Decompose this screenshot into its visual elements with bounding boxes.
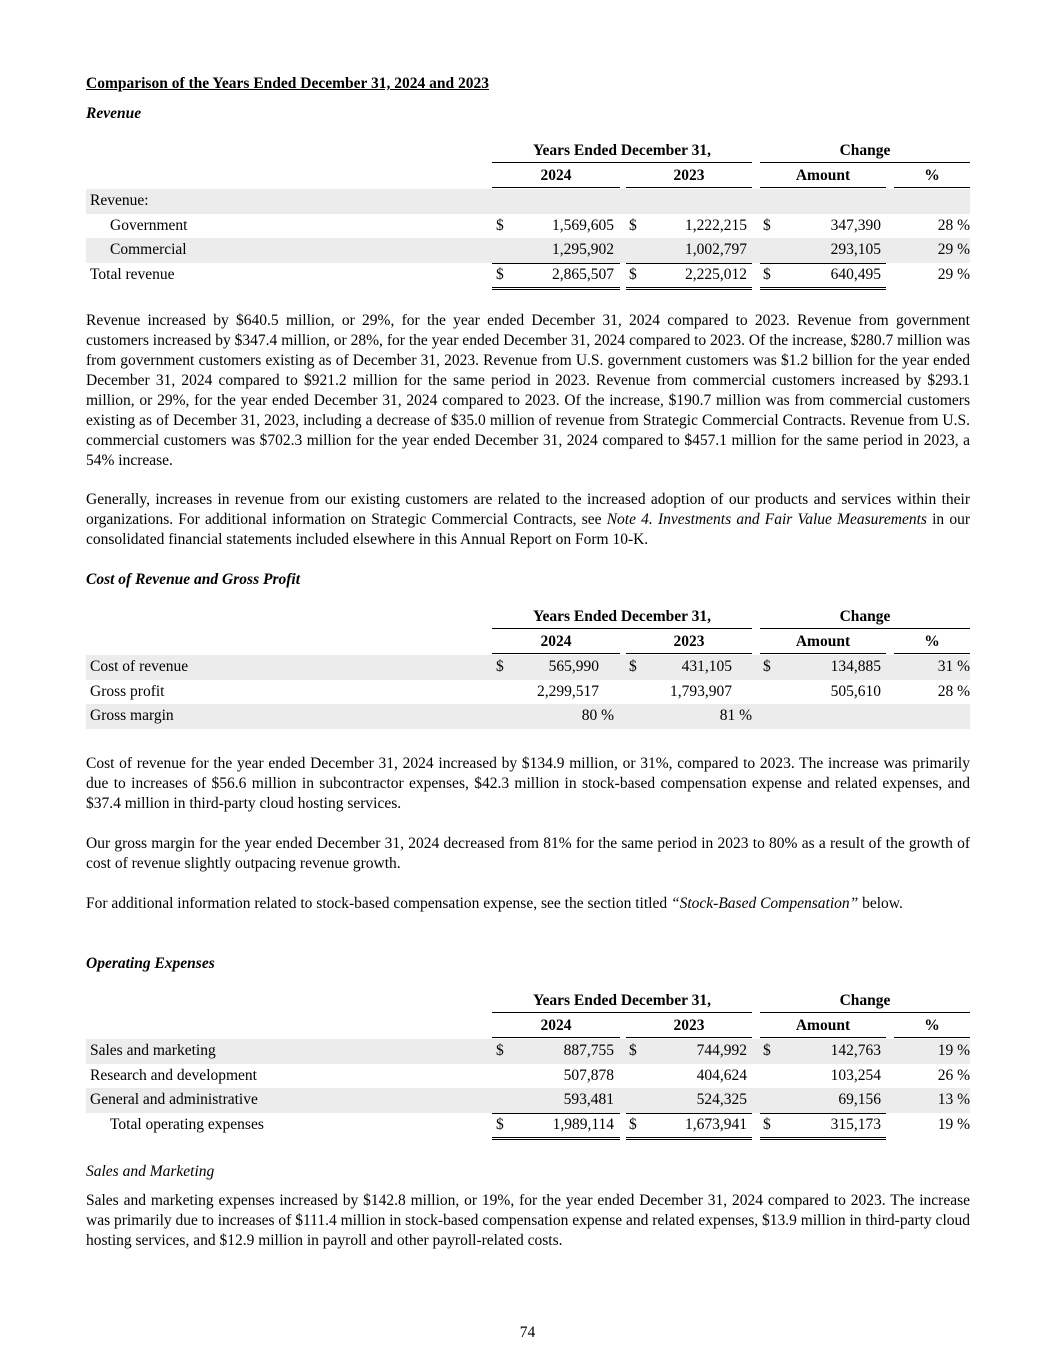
value-2024: 2,865,507 (552, 265, 614, 283)
dollar-sign: $ (496, 216, 504, 234)
dollar-sign: $ (763, 658, 771, 675)
header-2023: 2023 (626, 165, 752, 188)
row-section-label: Revenue: (90, 192, 149, 209)
section-reference: “Stock-Based Compensation” (670, 895, 859, 912)
header-years: Years Ended December 31, (492, 140, 752, 163)
change-amount: 640,495 (830, 265, 881, 283)
change-pct: 19 % (937, 1115, 970, 1133)
dollar-sign: $ (763, 265, 771, 283)
change-pct: 26 % (937, 1066, 970, 1084)
change-amount: 69,156 (838, 1091, 881, 1108)
table-row (86, 189, 970, 214)
table-row (86, 704, 970, 729)
sales-marketing-paragraph: Sales and marketing expenses increased by $142.8 million, or 19%, for the year ended December 31, 2024 compared to 2023. The increase was primarily due to increases of $111.4 million in stock-based compensation expense and related expenses, $13.9 million in third-party cloud hosting services, and $12.9 million in payroll and other payroll-related costs. (86, 1192, 970, 1249)
table-row (86, 1064, 970, 1089)
table-row (86, 214, 970, 239)
dollar-sign: $ (629, 1115, 637, 1133)
change-amount: 103,254 (830, 1066, 881, 1084)
value-2023: 1,793,907 (670, 682, 732, 700)
note-reference: Note 4. Investments and Fair Value Measurements (606, 511, 927, 528)
row-label: Sales and marketing (90, 1042, 216, 1059)
header-amount: Amount (760, 631, 886, 654)
table-row (86, 680, 970, 705)
dollar-sign: $ (629, 658, 637, 675)
change-amount: 142,763 (830, 1042, 881, 1059)
sales-marketing-heading: Sales and Marketing (86, 1163, 215, 1180)
header-years: Years Ended December 31, (492, 990, 752, 1013)
header-change: Change (760, 990, 970, 1013)
revenue-paragraph: Revenue increased by $640.5 million, or 29%, for the year ended December 31, 2024 compared to 2023. Revenue from government customers increased by $347.4 million, or 28%, for the year ended December 31, 2024 compared to 2023. Of the increase, $280.7 million was from government customers existing as of December 31, 2023. Revenue from U.S. government customers was $1.2 billion for the year ended December 31, 2024 compared to $921.2 million for the same period in 2023. Revenue from commercial customers increased by $293.1 million, or 29%, for the year ended December 31, 2024 compared to 2023. Of the increase, $190.7 million was from commercial customers existing as of December 31, 2023, including a decrease of $35.0 million of revenue from Strategic Commercial Contracts. Revenue from U.S. commercial customers was $702.3 million for the year ended December 31, 2024 compared to $457.1 million for the same period in 2023, a 54% increase. (86, 312, 970, 469)
value-2023: 1,002,797 (685, 241, 747, 258)
header-2024: 2024 (492, 1015, 620, 1038)
row-label: Cost of revenue (90, 658, 189, 675)
value-2024: 565,990 (548, 658, 599, 675)
dollar-sign: $ (496, 1115, 504, 1133)
header-pct: % (894, 631, 970, 654)
cost-table (86, 606, 970, 729)
revenue-paragraph-2: Generally, increases in revenue from our existing customers are related to the increased adoption of our products and services within their organizations. For additional information on Strategic Commercial Contracts, see Note 4. Investments and Fair Value Measurements in our consolidated financial statements included elsewhere in this Annual Report on Form 10-K. (86, 491, 971, 548)
row-label: Total revenue (90, 265, 175, 283)
row-label: Commercial (110, 241, 187, 258)
cost-paragraph: Cost of revenue for the year ended December 31, 2024 increased by $134.9 million, or 31%, compared to 2023. The increase was primarily due to increases of $56.6 million in subcontractor expenses, $42.3 million in stock-based compensation expense and related expenses, and $37.4 million in third-party cloud hosting services. (86, 755, 970, 812)
row-label: General and administrative (90, 1091, 258, 1108)
value-2023: 431,105 (681, 658, 732, 675)
change-amount: 505,610 (830, 682, 881, 700)
change-pct: 29 % (937, 241, 970, 258)
row-label: Government (110, 216, 188, 234)
table-row-total (86, 1113, 970, 1138)
row-label: Gross margin (90, 707, 174, 724)
dollar-sign: $ (629, 216, 637, 234)
header-2024: 2024 (492, 631, 620, 654)
change-pct: 13 % (937, 1091, 970, 1108)
header-amount: Amount (760, 1015, 886, 1038)
change-pct: 28 % (937, 216, 970, 234)
table-row (86, 1039, 970, 1064)
cost-heading: Cost of Revenue and Gross Profit (86, 571, 300, 588)
header-pct: % (894, 165, 970, 188)
value-2024: 2,299,517 (537, 682, 599, 700)
value-2023: 1,222,215 (685, 216, 747, 234)
value-2024: 1,989,114 (552, 1115, 614, 1133)
table-row (86, 1088, 970, 1113)
change-pct: 28 % (937, 682, 970, 700)
value-2023: 744,992 (696, 1042, 747, 1059)
section-title: Comparison of the Years Ended December 31, 2024 and 2023 (86, 75, 489, 92)
value-2024: 1,569,605 (552, 216, 614, 234)
dollar-sign: $ (629, 1042, 637, 1059)
dollar-sign: $ (763, 216, 771, 234)
table-row-total (86, 263, 970, 288)
row-label: Total operating expenses (110, 1115, 264, 1133)
table-row (86, 655, 970, 680)
header-change: Change (760, 140, 970, 163)
dollar-sign: $ (763, 1115, 771, 1133)
change-amount: 134,885 (830, 658, 881, 675)
opex-table (86, 990, 970, 1137)
header-years: Years Ended December 31, (492, 606, 752, 629)
sbc-reference-paragraph: For additional information related to stock-based compensation expense, see the section titled “Stock-Based Compensation” below. (86, 895, 903, 912)
change-amount: 347,390 (830, 216, 881, 234)
table-row (86, 238, 970, 263)
dollar-sign: $ (496, 265, 504, 283)
revenue-table (86, 140, 970, 287)
change-pct: 31 % (937, 658, 970, 675)
value-2024: 593,481 (563, 1091, 614, 1108)
header-change: Change (760, 606, 970, 629)
value-2023: 404,624 (696, 1066, 747, 1084)
change-amount: 293,105 (830, 241, 881, 258)
dollar-sign: $ (629, 265, 637, 283)
value-2023: 1,673,941 (685, 1115, 747, 1133)
value-2024: 80 % (581, 707, 614, 724)
value-2024: 887,755 (563, 1042, 614, 1059)
change-pct: 29 % (937, 265, 970, 283)
header-amount: Amount (760, 165, 886, 188)
value-2023: 2,225,012 (685, 265, 747, 283)
header-pct: % (894, 1015, 970, 1038)
header-2023: 2023 (626, 1015, 752, 1038)
value-2023: 524,325 (696, 1091, 747, 1108)
row-label: Gross profit (90, 682, 165, 700)
header-2024: 2024 (492, 165, 620, 188)
value-2024: 1,295,902 (552, 241, 614, 258)
page-number: 74 (519, 1324, 536, 1341)
dollar-sign: $ (496, 1042, 504, 1059)
dollar-sign: $ (763, 1042, 771, 1059)
opex-heading: Operating Expenses (86, 955, 215, 972)
row-label: Research and development (90, 1066, 257, 1084)
change-pct: 19 % (937, 1042, 970, 1059)
header-2023: 2023 (626, 631, 752, 654)
value-2024: 507,878 (563, 1066, 614, 1084)
dollar-sign: $ (496, 658, 504, 675)
revenue-heading: Revenue (86, 105, 142, 122)
value-2023: 81 % (719, 707, 752, 724)
change-amount: 315,173 (830, 1115, 881, 1133)
gross-margin-paragraph: Our gross margin for the year ended December 31, 2024 decreased from 81% for the same period in 2023 to 80% as a result of the growth of cost of revenue slightly outpacing revenue growth. (86, 835, 970, 872)
